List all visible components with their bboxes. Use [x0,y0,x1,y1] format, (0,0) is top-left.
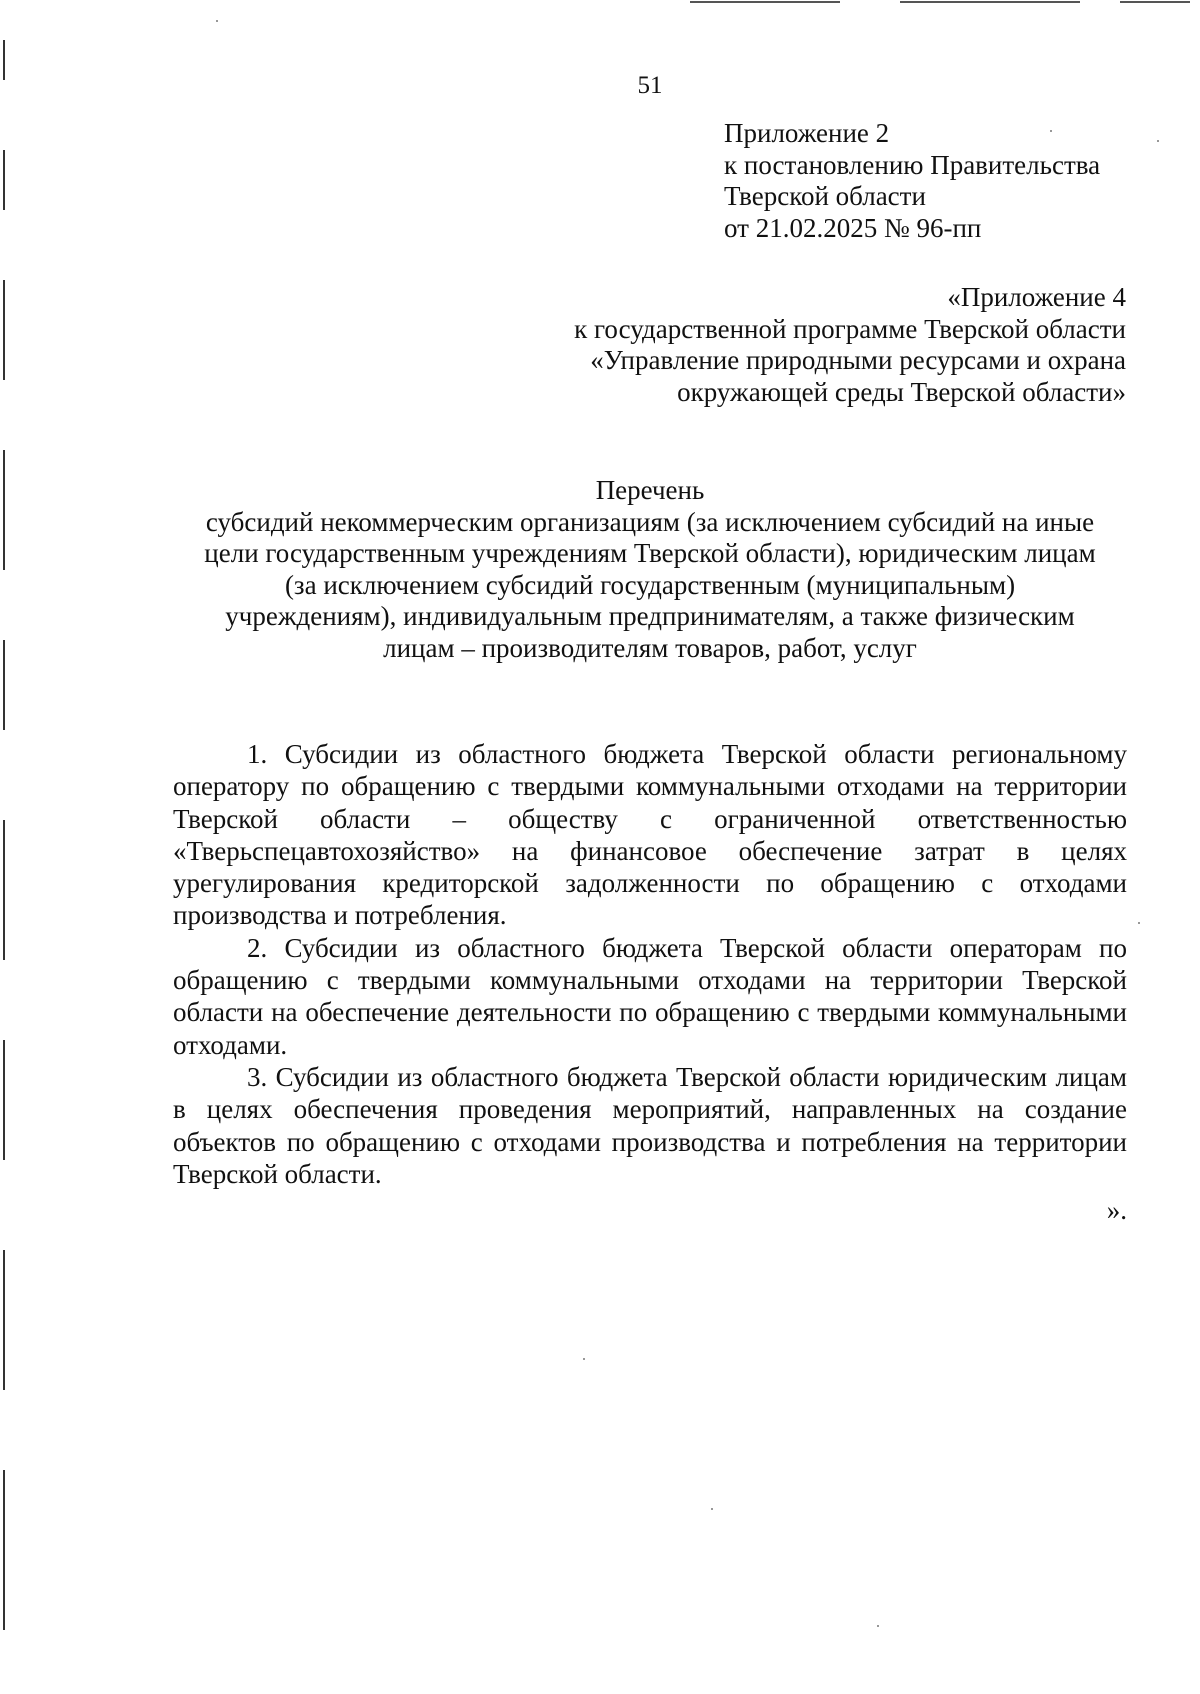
scan-speck [216,20,218,22]
subsidy-item-2: 2. Субсидии из областного бюджета Тверской области операторам по обращению с твердыми коммунальными отходами на территории Тверской области на обеспечение деятельности по обращению с твердыми коммунальными отходами. [173,932,1127,1060]
scan-edge-mark [3,1040,5,1160]
scan-edge-mark [1120,1,1190,3]
annex-line: «Управление природными ресурсами и охрана [590,345,1126,375]
list-title [170,475,1130,664]
page-number: 51 [637,72,663,99]
scan-edge-mark [3,640,5,730]
scan-edge-mark [900,1,1080,3]
approval-line: от 21.02.2025 № 96-пп [724,212,982,243]
scan-speck [583,1358,585,1360]
list-title-line: учреждениям), индивидуальным предпринимателям, а также физическим [225,601,1075,631]
list-title-line: (за исключением субсидий государственным (муниципальным) [284,569,1016,600]
subsidy-item-3: 3. Субсидии из областного бюджета Тверской области юридическим лицам в целях обеспечения проведения мероприятий, направленных на создание объектов по обращению с отходами производства и потребления на территории Тверской области. [173,1061,1127,1189]
scan-edge-mark [3,450,5,570]
list-title-line: лицам – производителям товаров, работ, услуг [383,632,917,663]
annex-line: окружающей среды Тверской области» [677,376,1126,407]
scan-edge-mark [3,280,5,380]
scan-edge-mark [3,820,5,960]
scan-speck [877,1625,879,1627]
scan-speck [711,1508,713,1510]
scan-edge-mark [3,1470,5,1630]
list-heading: Перечень [595,475,705,505]
subsidy-item-1: 1. Субсидии из областного бюджета Тверской области региональному оператору по обращению с твердыми коммунальными отходами на территории Тверской области – обществу с ограниченной ответственностью «Тверьспецавтохозяйство» на финансовое обеспечение затрат в целях урегулирования кредиторской задолженности по обращению с отходами производства и потребления. [173,739,1127,931]
closing-quote-mark: ». [1106,1195,1127,1225]
approval-block [724,118,1184,244]
scan-speck [1138,922,1140,924]
annex-block [506,282,1126,408]
approval-line: к постановлению Правительства [724,149,1101,180]
annex-line: к государственной программе Тверской области [574,313,1126,344]
scan-edge-mark [3,1250,5,1390]
annex-line: «Приложение 4 [947,282,1126,312]
body-text [173,738,1127,1190]
approval-line: Приложение 2 [724,118,890,148]
list-title-line: субсидий некоммерческим организациям (за исключением субсидий на иные [205,506,1095,537]
list-title-line: цели государственным учреждениям Тверской области), юридическим лицам [204,538,1096,568]
scan-edge-mark [690,1,840,3]
approval-line: Тверской области [724,181,926,211]
scan-edge-mark [3,150,5,210]
